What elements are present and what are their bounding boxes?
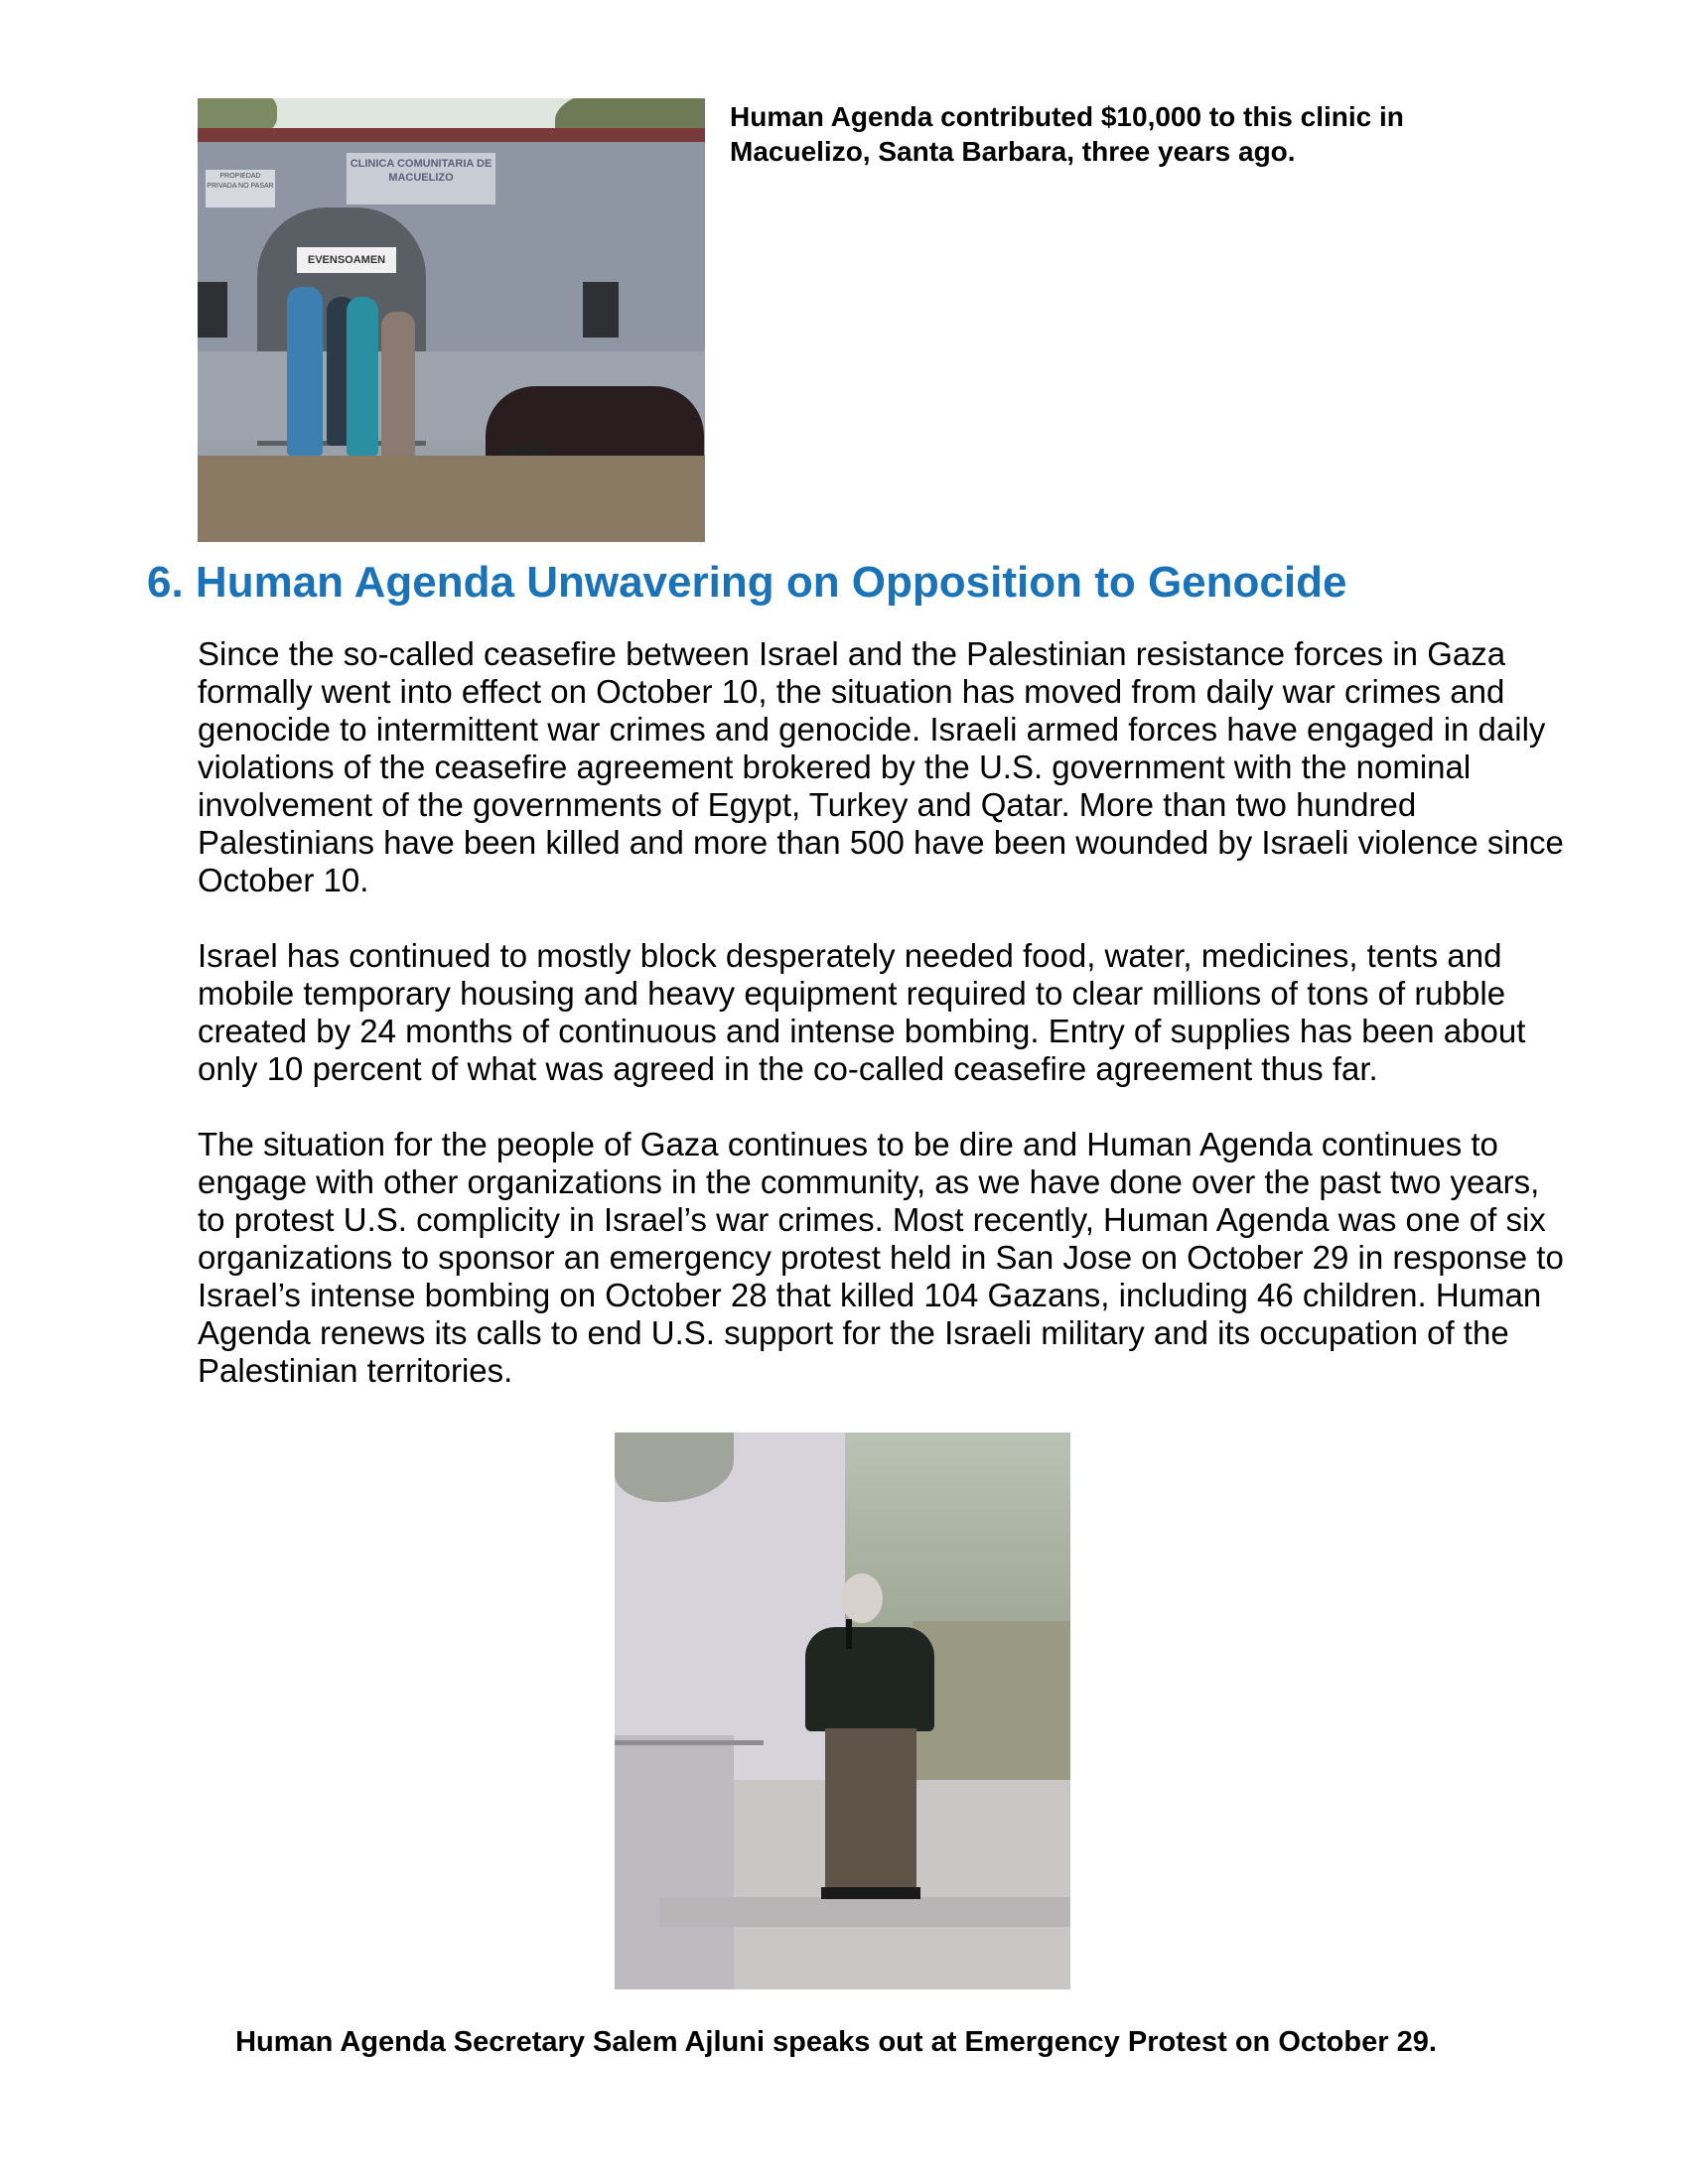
private-property-sign: PROPIEDAD PRIVADA NO PASAR [206,170,275,207]
speaker-shoes [821,1887,920,1899]
paragraph-supplies [198,937,1588,1088]
microphone [846,1619,852,1649]
paragraph-protest [198,1126,1588,1390]
person [287,287,323,456]
logo-banner: EVENSOAMEN [297,247,396,273]
step [659,1897,1070,1927]
glass-building-lower [913,1621,1070,1780]
ground [198,456,705,542]
caption-line: Macuelizo, Santa Barbara, three years ago. [730,136,1296,167]
clinic-photo [198,98,705,542]
text-line: The situation for the people of Gaza continues to be dire and Human Agenda continues to [198,1126,1498,1162]
text-line: genocide to intermittent war crimes and genocide. Israeli armed forces have engaged in daily [198,711,1546,748]
person [347,297,378,456]
text-line: formally went into effect on October 10, the situation has moved from daily war crimes and [198,673,1505,710]
speaker-photo [615,1433,1070,1989]
text-line: created by 24 months of continuous and intense bombing. Entry of supplies has been about [198,1013,1526,1049]
handrail [615,1740,764,1745]
text-line: Palestinians have been killed and more than 500 have been wounded by Israeli violence since [198,824,1564,861]
text-line: October 10. [198,862,369,898]
stair-wall [615,1735,734,1989]
clinic-photo-caption [730,99,1544,169]
text-line: mobile temporary housing and heavy equipment required to clear millions of tons of rubble [198,975,1506,1012]
clinic-sign: CLINICA COMUNITARIA DE MACUELIZO [347,153,495,205]
tree-foliage [615,1433,734,1502]
text-line: Agenda renews its calls to end U.S. support for the Israeli military and its occupation of the [198,1314,1509,1351]
text-line: only 10 percent of what was agreed in the co-called ceasefire agreement thus far. [198,1050,1378,1087]
speaker-photo-caption [0,2025,1688,2059]
text-line: Since the so-called ceasefire between Israel and the Palestinian resistance forces in Gaza [198,635,1506,672]
section-heading: 6. Human Agenda Unwavering on Opposition to Genocide [147,558,1347,607]
caption-line: Human Agenda contributed $10,000 to this clinic in [730,101,1404,132]
speaker-head [841,1573,883,1623]
window [583,282,619,338]
text-line: involvement of the governments of Egypt, Turkey and Qatar. More than two hundred [198,786,1417,823]
roof [198,128,705,142]
caption-text: Human Agenda Secretary Salem Ajluni speaks out at Emergency Protest on October 29. [235,2026,1437,2058]
text-line: Israel’s intense bombing on October 28 that killed 104 Gazans, including 46 children. Human [198,1277,1542,1313]
text-line: engage with other organizations in the community, as we have done over the past two years, [198,1163,1540,1200]
window-left [198,282,227,338]
paragraph-ceasefire [198,635,1588,899]
text-line: organizations to sponsor an emergency protest held in San Jose on October 29 in response to [198,1239,1564,1276]
text-line: to protest U.S. complicity in Israel’s war crimes. Most recently, Human Agenda was one of six [198,1201,1546,1238]
speaker-pants [825,1728,916,1892]
section-body [198,635,1588,1428]
text-line: violations of the ceasefire agreement brokered by the U.S. government with the nominal [198,749,1472,785]
text-line: Palestinian territories. [198,1352,513,1389]
text-line: Israel has continued to mostly block desperately needed food, water, medicines, tents and [198,937,1502,974]
speaker-sweater [805,1627,934,1731]
